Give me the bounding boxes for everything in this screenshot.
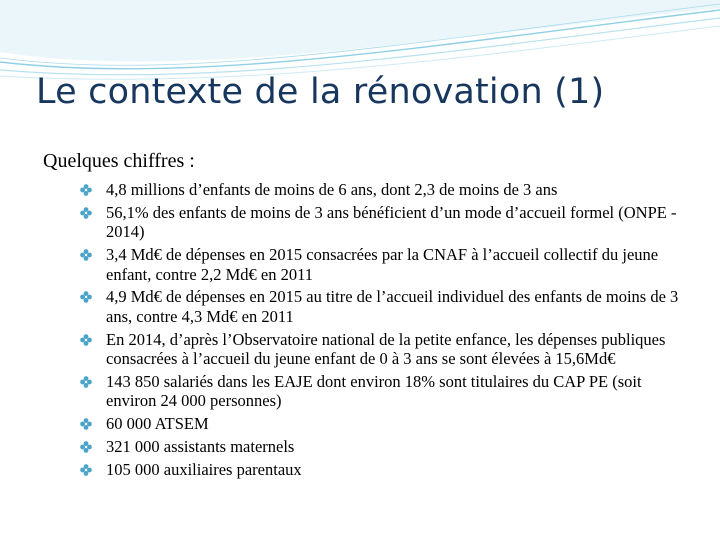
bullet-item	[80, 203, 680, 242]
bullet-text: 3,4 Md€ de dépenses en 2015 consacrées par la CNAF à l’accueil collectif du jeune enfant, contre 2,2 Md€ en 2011	[106, 245, 659, 284]
bullet-text: 105 000 auxiliaires parentaux	[106, 459, 302, 479]
slide-subtitle: Quelques chiffres :	[43, 150, 195, 172]
bullet-text: 60 000 ATSEM	[106, 414, 209, 434]
bullet-item	[80, 372, 680, 411]
diamond-bullet-icon	[80, 460, 106, 476]
bullet-item	[80, 180, 680, 200]
bullet-item	[80, 437, 680, 457]
diamond-bullet-icon	[80, 180, 106, 196]
bullet-text: 56,1% des enfants de moins de 3 ans bénéficient d’un mode d’accueil formel (ONPE - 2014)	[106, 202, 677, 242]
bullet-item	[80, 245, 680, 284]
diamond-bullet-icon	[80, 372, 106, 388]
bullet-text: 143 850 salariés dans les EAJE dont environ 18% sont titulaires du CAP PE (soit environ 24 000 personnes)	[106, 371, 642, 411]
slide-title: Le contexte de la rénovation (1)	[36, 72, 605, 112]
bullet-text: 321 000 assistants maternels	[106, 437, 295, 457]
diamond-bullet-icon	[80, 203, 106, 219]
bullet-item	[80, 330, 680, 369]
diamond-bullet-icon	[80, 414, 106, 430]
diamond-bullet-icon	[80, 245, 106, 261]
bullet-text: 4,8 millions d’enfants de moins de 6 ans, dont 2,3 de moins de 3 ans	[106, 180, 558, 199]
diamond-bullet-icon	[80, 287, 106, 303]
bullet-list	[80, 180, 680, 483]
bullet-text: 4,9 Md€ de dépenses en 2015 au titre de l’accueil individuel des enfants de moins de 3 ans, contre 4,3 Md€ en 2011	[106, 287, 679, 326]
bullet-item	[80, 414, 680, 434]
bullet-item	[80, 287, 680, 326]
bullet-item	[80, 460, 680, 480]
diamond-bullet-icon	[80, 437, 106, 453]
bullet-text: En 2014, d’après l’Observatoire national de la petite enfance, les dépenses publiques consacrées à l’accueil du jeune enfant de 0 à 3 ans se sont élevées à 15,6Md€	[106, 329, 666, 369]
diamond-bullet-icon	[80, 330, 106, 346]
